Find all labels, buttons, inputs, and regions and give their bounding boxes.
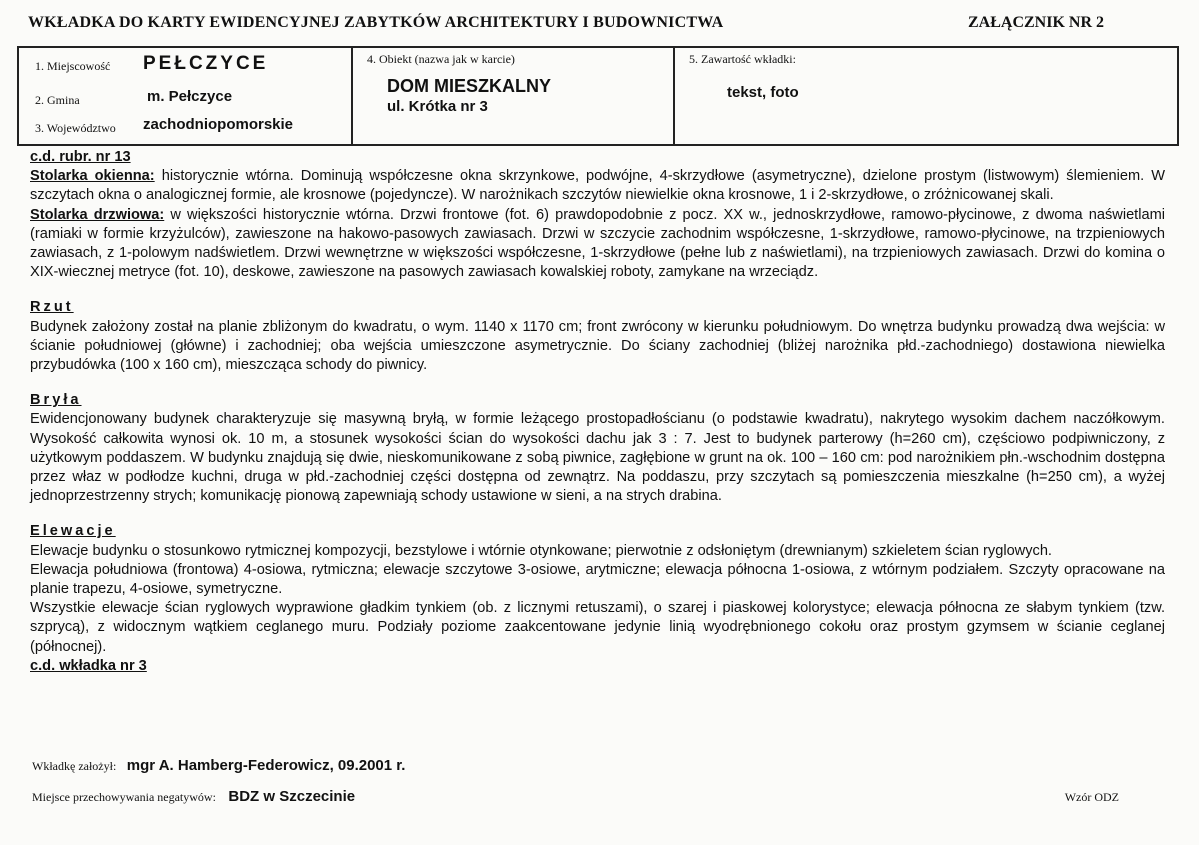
contents-label: 5. Zawartość wkładki: bbox=[689, 52, 796, 66]
object-name: DOM MIESZKALNY bbox=[387, 76, 551, 96]
continuation-insert: c.d. wkładka nr 3 bbox=[30, 657, 147, 674]
contents-column bbox=[673, 48, 1177, 144]
author-label: Wkładkę założył: bbox=[32, 759, 117, 773]
voivodeship-label: 3. Województwo bbox=[35, 121, 116, 135]
author-row bbox=[32, 757, 405, 775]
elevations-text-3: Wszystkie elewacje ścian ryglowych wyprawione gładkim tynkiem (ob. z licznymi retuszami), o szarej i piaskowej kolorystyce; elewacja północna ze słabym tynkiem (tzw. szprycą), z widocznym wątkiem ceglanego muru. Podziały poziome zaakcentowane jedynie linią wyodrębnionego cokołu oraz prostym gzymsem w ścianie ceglanej (północnej). bbox=[30, 600, 1165, 655]
plan-text: Budynek założony został na planie zbliżonym do kwadratu, o wym. 1140 x 1170 cm; front zwrócony w kierunku południowym. Do wnętrza budynku prowadzą dwa wejścia: w ścianie południowej (główne) i zachodniej; oba wejścia umieszczone asymetrycznie. Do ściany zachodniej (bliżej narożnika płd.-zachodniego) dostawiona niewielka przybudówka (100 x 160 cm), mieszcząca schody do piwnicy. bbox=[30, 318, 1165, 374]
elevations-heading: Elewacje bbox=[30, 523, 116, 540]
contents-value: tekst, foto bbox=[727, 84, 799, 101]
object-column bbox=[351, 48, 675, 144]
continuation-heading: c.d. rubr. nr 13 bbox=[30, 149, 131, 165]
elevations-text-2: Elewacja południowa (frontowa) 4-osiowa, rytmiczna; elewacje szczytowe 3-osiowe, arytmiczne; elewacja północna 1-osiowa, z wtórnym podziałem. Szczyty opracowane na planie trapezu, 4-osiowe, symetryczne. bbox=[30, 561, 1165, 598]
attachment-number: ZAŁĄCZNIK NR 2 bbox=[967, 14, 1104, 31]
windows-text: historycznie wtórna. Dominują współczesne okna skrzynkowe, podwójne, 4-skrzydłowe (asymetryczne), dzielone prostym (listwowym) ślemieniem. W szczytach okna o analogicznej formie, ale krosnowe (pojedyncze). W narożnikach szczytów niewielkie okna krosnowe, 1 i 2-skrzydłowe, o zróżnicowanej skali. bbox=[30, 168, 1165, 204]
author-value: mgr A. Hamberg-Federowicz, 09.2001 r. bbox=[126, 757, 406, 774]
doors-paragraph bbox=[30, 206, 1165, 283]
object-address: ul. Krótka nr 3 bbox=[387, 98, 488, 115]
elevations-text-1: Elewacje budynku o stosunkowo rytmicznej kompozycji, bezstylowe i wtórnie otynkowane; pierwotnie z odsłoniętym (drewnianym) szkieletem ścian ryglowych. bbox=[30, 542, 1052, 559]
windows-heading: Stolarka okienna: bbox=[30, 168, 155, 185]
doors-text: w większości historycznie wtórna. Drzwi frontowe (fot. 6) prawdopodobnie z pocz. XX w., jednoskrzydłowe, ramowo-płycinowe, z dwoma naświetlami (ramiaki w formie krzyżulców), zawieszone na hakowo-pasowych zawiasach. Drzwi w szczycie zachodnim współczesne, 1-skrzydłowe, ramowo-płycinowe, na trzpieniowych zawiasach, z 1-polowym nadświetlem. Drzwi wewnętrzne w większości współczesne, 1-skrzydłowe (pełne lub z naświetlami), na trzpieniowych zawiasach. Drzwi do komina o XIX-wiecznej metryce (fot. 10), deskowe, zawieszone na pasowych zawiasach kowalskiej roboty, zamykane na wrzeciądz. bbox=[30, 206, 1165, 281]
commune-label: 2. Gmina bbox=[35, 93, 80, 107]
plan-heading: Rzut bbox=[30, 299, 74, 316]
commune-value: m. Pełczyce bbox=[147, 88, 233, 105]
location-column bbox=[19, 48, 351, 144]
doors-heading: Stolarka drzwiowa: bbox=[30, 206, 165, 223]
template-mark: Wzór ODZ bbox=[1064, 790, 1119, 804]
info-box bbox=[17, 46, 1179, 146]
storage-label: Miejsce przechowywania negatywów: bbox=[32, 790, 216, 804]
mass-text: Ewidencjonowany budynek charakteryzuje się masywną bryłą, w formie leżącego prostopadłościanu (o podstawie kwadratu), nakrytego wysokim dachem naczółkowym. Wysokość całkowita wynosi ok. 10 m, a stosunek wysokości ścian do wysokości dachu jak 3 : 7. Jest to budynek parterowy (h=260 cm), częściowo podpiwniczony, z użytkowym poddaszem. W budynku znajdują się dwie, nieskomunikowane z sobą piwnice, zagłębione w grunt na ok. 100 – 160 cm: pod narożnikiem płn.-wschodnim dostępna przez właz w podłodze kuchni, druga w płd.-zachodniej części dostępna od zewnątrz. Na poddaszu, przy szczytach są pomieszczenia mieszkalne (h=250 cm), a wyżej jednoprzestrzenny strych; komunikację pionową zapewniają schody ustawione w sieni, a na strych drabina. bbox=[30, 411, 1165, 505]
windows-paragraph bbox=[30, 167, 1165, 205]
voivodeship-value: zachodniopomorskie bbox=[143, 116, 294, 133]
object-label: 4. Obiekt (nazwa jak w karcie) bbox=[367, 52, 515, 66]
storage-row bbox=[32, 788, 355, 806]
description-body bbox=[30, 148, 1165, 676]
locality-label: 1. Miejscowość bbox=[35, 59, 111, 73]
document-title: WKŁADKA DO KARTY EWIDENCYJNEJ ZABYTKÓW ARCHITEKTURY I BUDOWNICTWA bbox=[28, 14, 724, 31]
locality-value: PEŁCZYCE bbox=[143, 53, 269, 74]
mass-heading: Bryła bbox=[30, 392, 82, 409]
storage-value: BDZ w Szczecinie bbox=[228, 788, 356, 805]
